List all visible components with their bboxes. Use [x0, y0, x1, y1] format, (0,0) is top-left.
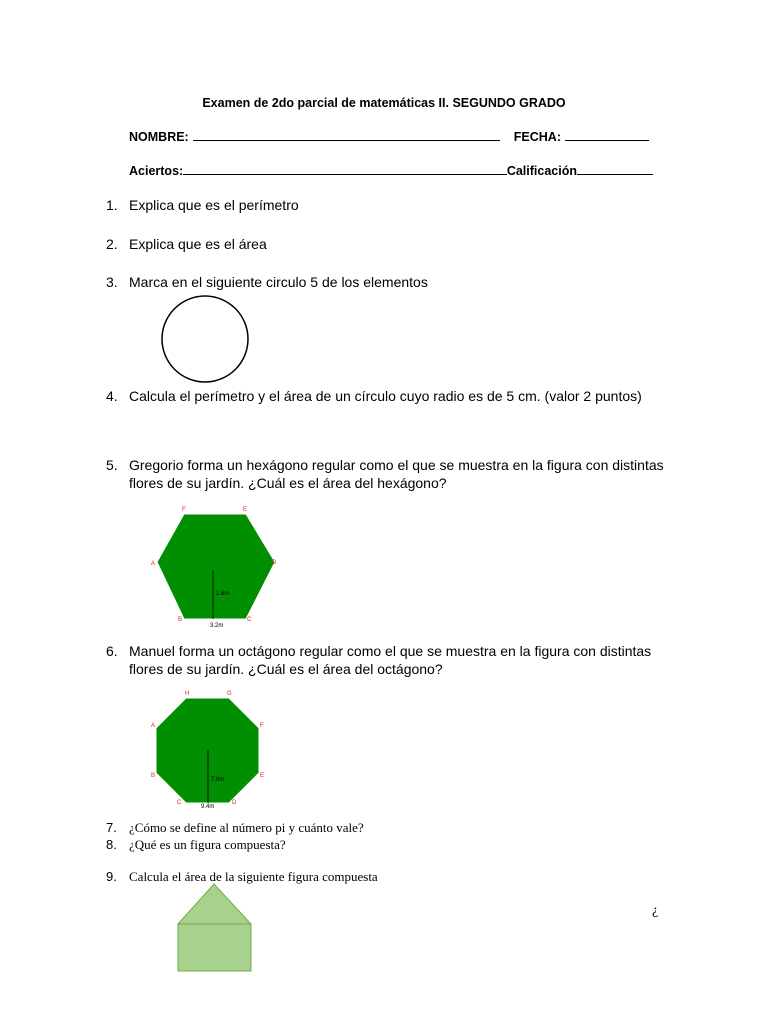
circle-figure — [155, 292, 255, 386]
octagon-side-label: 9.4m — [201, 804, 215, 810]
vertex-label-a: A — [151, 723, 156, 729]
question-text: Explica que es el área — [129, 236, 267, 252]
nombre-label: NOMBRE: — [129, 130, 189, 144]
aciertos-blank[interactable] — [183, 164, 507, 175]
exam-title: Examen de 2do parcial de matemáticas II. SEGUNDO GRADO — [202, 96, 566, 110]
octagon-figure — [150, 688, 270, 812]
question-text: Marca en el siguiente circulo 5 de los elementos — [129, 274, 428, 290]
name-date-line — [129, 130, 653, 144]
hexagon-shape — [157, 514, 275, 619]
triangle-roof — [178, 884, 251, 924]
circle-shape — [162, 296, 248, 382]
nombre-blank[interactable] — [193, 130, 500, 141]
fecha-label: FECHA: — [513, 130, 561, 144]
question-number: 2. — [106, 236, 118, 252]
question-text: Manuel forma un octágono regular como el que se muestra en la figura con distintas flores de su jardín. ¿Cuál es el área del octágono? — [129, 643, 652, 677]
hexagon-apothem-label: 2.8m — [216, 591, 230, 597]
vertex-label-b: B — [151, 773, 156, 779]
vertex-label-e: E — [260, 773, 265, 779]
question-text: Gregorio forma un hexágono regular como el que se muestra en la figura con distintas flores de su jardín. ¿Cuál es el área del hexágono? — [129, 457, 664, 491]
vertex-label-e: E — [243, 507, 248, 513]
vertex-label-a: A — [151, 561, 156, 567]
question-number: 4. — [106, 388, 118, 404]
vertex-label-c: C — [247, 617, 252, 623]
question-text: Calcula el área de la siguiente figura compuesta — [129, 869, 378, 884]
question-text: Calcula el perímetro y el área de un círculo cuyo radio es de 5 cm. (valor 2 puntos) — [129, 388, 642, 404]
question-number: 8. — [106, 837, 117, 852]
question-number: 1. — [106, 197, 118, 213]
octagon-apothem-label: 7.8m — [211, 777, 225, 783]
question-number: 3. — [106, 274, 118, 290]
octagon-shape — [156, 698, 259, 803]
vertex-label-f: F — [182, 507, 186, 513]
hexagon-figure — [150, 504, 280, 630]
question-number: 9. — [106, 869, 117, 884]
vertex-label-g: G — [227, 691, 232, 697]
fecha-blank[interactable] — [565, 130, 649, 141]
vertex-label-c: C — [177, 800, 182, 806]
rectangle-body — [178, 924, 251, 971]
aciertos-label: Aciertos: — [129, 164, 184, 178]
stray-mark: ¿ — [652, 903, 659, 918]
vertex-label-d: D — [272, 560, 277, 566]
score-line — [129, 164, 653, 178]
calificacion-blank[interactable] — [577, 164, 653, 175]
composite-figure — [175, 880, 257, 976]
question-text: ¿Qué es un figura compuesta? — [129, 837, 286, 852]
calificacion-label: Calificación — [506, 164, 577, 178]
hexagon-side-label: 3.2m — [210, 623, 224, 629]
question-number: 6. — [106, 643, 118, 659]
vertex-label-h: H — [185, 691, 190, 697]
question-number: 7. — [106, 820, 117, 835]
vertex-label-b: B — [178, 617, 183, 623]
question-text: Explica que es el perímetro — [129, 197, 299, 213]
vertex-label-d: D — [232, 800, 237, 806]
vertex-label-f: F — [260, 723, 264, 729]
question-number: 5. — [106, 457, 118, 473]
question-text: ¿Cómo se define al número pi y cuánto vale? — [129, 820, 364, 835]
